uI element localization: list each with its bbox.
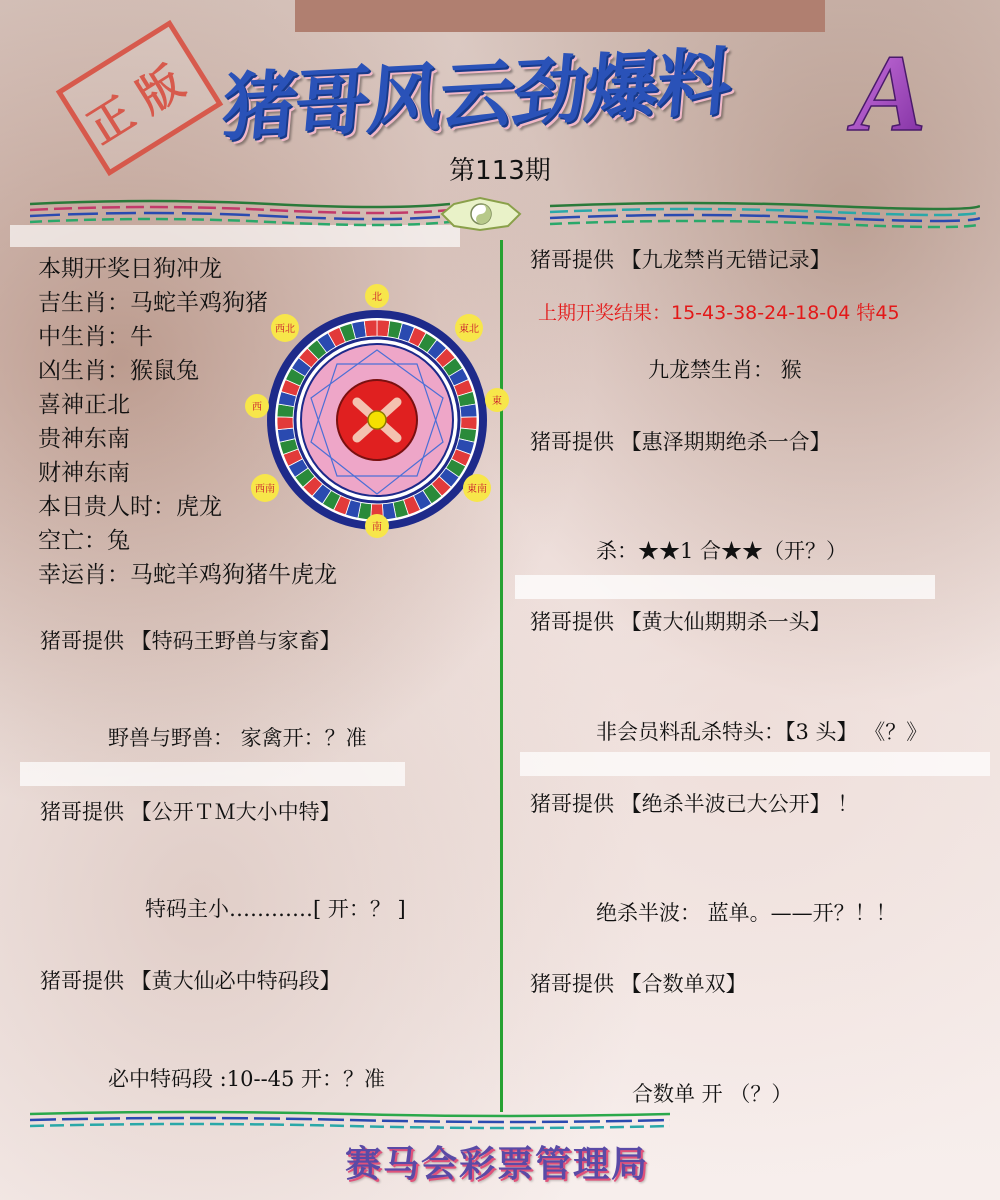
right-section-heading: 猪哥提供 【九龙禁肖无错记录】	[530, 248, 831, 272]
svg-text:南: 南	[372, 522, 382, 533]
right-section-value: 九龙禁生肖： 猴	[648, 358, 802, 382]
svg-text:西: 西	[252, 402, 262, 413]
footer-organization: 赛马会彩票管理局	[345, 1144, 650, 1185]
info-line: 幸运肖：马蛇羊鸡狗猪牛虎龙	[38, 562, 337, 588]
wheel-segment	[364, 320, 377, 337]
left-section-value: 必中特码段 :10--45 开：？准	[108, 1067, 386, 1091]
svg-text:北: 北	[372, 292, 382, 303]
issue-number: 第113期	[449, 156, 551, 186]
svg-text:東北: 東北	[459, 324, 479, 335]
right-section-value: 杀：★★1 合★★（开？）	[596, 539, 848, 563]
info-line: 空亡：兔	[38, 528, 130, 554]
highlight-band	[515, 575, 935, 599]
info-line: 喜神正北	[38, 392, 130, 418]
svg-text:西北: 西北	[275, 324, 295, 335]
yin-yang-icon	[442, 198, 520, 230]
wheel-segment	[460, 404, 477, 417]
info-line: 凶生肖：猴鼠兔	[38, 358, 199, 384]
left-section-heading: 猪哥提供 【黄大仙必中特码段】	[40, 969, 341, 993]
compass-label-south	[365, 514, 389, 538]
info-line: 本日贵人时：虎龙	[38, 494, 222, 520]
stamp-text: 正版	[79, 49, 205, 155]
info-line: 财神东南	[38, 460, 130, 486]
right-section-value: 非会员料乱杀特头：【3 头】 《？》	[596, 720, 928, 744]
letter-a-logo-icon	[845, 32, 935, 142]
footer-divider	[30, 1108, 670, 1132]
wheel-segment	[277, 417, 293, 430]
fortune-compass-wheel	[245, 280, 510, 545]
wheel-segment	[461, 417, 477, 430]
right-section-heading: 猪哥提供 【黄大仙期期杀一头】	[530, 610, 831, 634]
compass-label-west	[245, 394, 269, 418]
info-line: 本期开奖日狗冲龙	[38, 256, 222, 282]
svg-text:東: 東	[492, 396, 502, 407]
right-section-heading: 猪哥提供 【合数单双】	[530, 972, 747, 996]
left-section-value: 野兽与野兽： 家禽开：？准	[108, 726, 367, 750]
compass-label-northeast	[455, 314, 483, 342]
right-section-value: 绝杀半波： 蓝单。——开？！！	[596, 901, 897, 925]
info-line: 吉生肖：马蛇羊鸡狗猪	[38, 290, 268, 316]
left-section-heading: 猪哥提供 【特码王野兽与家畜】	[40, 629, 341, 653]
svg-text:東南: 東南	[467, 484, 487, 495]
svg-text:西南: 西南	[255, 484, 275, 495]
right-section-heading: 猪哥提供 【绝杀半波已大公开】 ！	[530, 792, 859, 816]
info-line: 中生肖：牛	[38, 324, 153, 350]
compass-label-southeast	[463, 474, 491, 502]
compass-label-east	[485, 388, 509, 412]
page-title: 猪哥风云劲爆料	[218, 39, 734, 152]
header-divider	[30, 196, 980, 232]
compass-label-north	[365, 284, 389, 308]
right-section-value: 合数单 开 （？）	[632, 1082, 793, 1106]
last-draw-result: 上期开奖结果：15-43-38-24-18-04 特45	[538, 302, 900, 324]
compass-label-southwest	[251, 474, 279, 502]
left-section-value: 特码主小…………[ 开：？ ]	[145, 897, 406, 921]
highlight-band	[20, 762, 405, 786]
info-line: 贵神东南	[38, 426, 130, 452]
compass-label-northwest	[271, 314, 299, 342]
left-section-heading: 猪哥提供 【公开ＴＭ大小中特】	[40, 800, 341, 824]
right-section-heading: 猪哥提供 【惠泽期期绝杀一合】	[530, 430, 831, 454]
highlight-band	[520, 752, 990, 776]
svg-text:A: A	[853, 32, 927, 142]
